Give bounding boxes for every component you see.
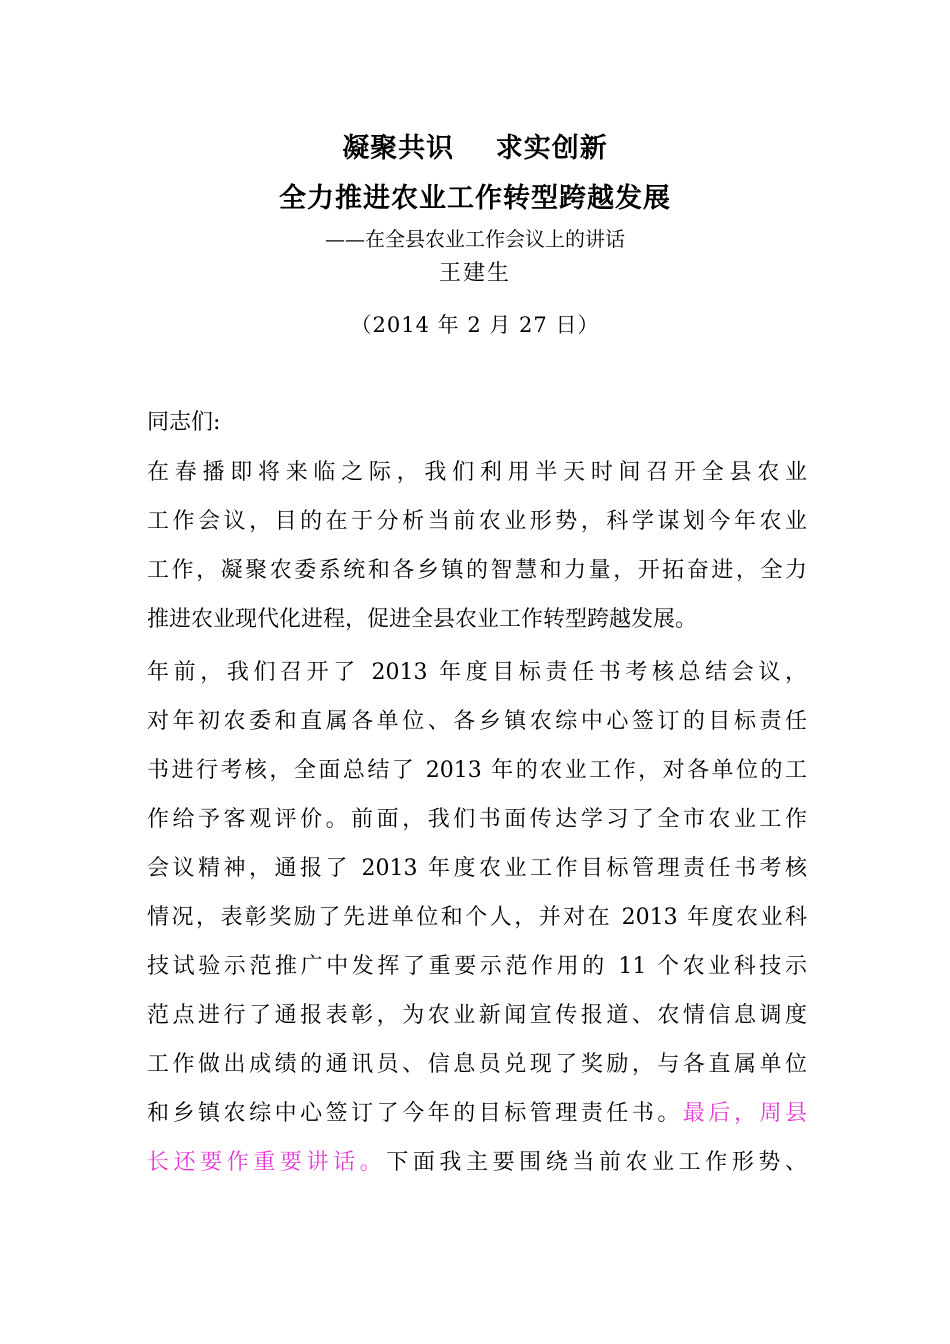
document-title-line2: 全力推进农业工作转型跨越发展 — [279, 183, 671, 214]
greeting: 同志们: — [147, 410, 221, 435]
document-author: 王建生 — [438, 261, 511, 286]
paragraph-text: 和乡镇农综中心签订了今年的目标管理责任书。 — [147, 1101, 683, 1126]
paragraph-line: 工作会议，目的在于分析当前农业形势，科学谋划今年农业 — [147, 509, 807, 534]
paragraph-line: 工作做出成绩的通讯员、信息员兑现了奖励，与各直属单位 — [147, 1052, 807, 1077]
highlighted-text: 最后，周县 — [682, 1101, 807, 1126]
document-title-line1: 凝聚共识 求实创新 — [342, 133, 608, 164]
document-date: （2014 年 2 月 27 日） — [350, 313, 600, 337]
paragraph-line: 在春播即将来临之际，我们利用半天时间召开全县农业 — [147, 460, 807, 485]
paragraph-line — [147, 1148, 807, 1197]
document-subtitle: ——在全县农业工作会议上的讲话 — [325, 227, 625, 251]
paragraph-line: 情况，表彰奖励了先进单位和个人，并对在 2013 年度农业科 — [147, 905, 807, 930]
paragraph-text: 下面我主要围绕当前农业工作形势、 — [386, 1150, 807, 1175]
paragraph-line: 书进行考核，全面总结了 2013 年的农业工作，对各单位的工 — [147, 758, 807, 783]
paragraph-line — [147, 1099, 807, 1148]
paragraph-line: 工作，凝聚农委系统和各乡镇的智慧和力量，开拓奋进，全力 — [147, 558, 807, 583]
highlighted-text: 长还要作重要讲话。 — [147, 1150, 387, 1175]
paragraph-line: 年前，我们召开了 2013 年度目标责任书考核总结会议， — [147, 660, 807, 685]
paragraph-line: 推进农业现代化进程，促进全县农业工作转型跨越发展。 — [147, 607, 698, 632]
paragraph-line: 对年初农委和直属各单位、各乡镇农综中心签订的目标责任 — [147, 709, 807, 734]
paragraph-line: 技试验示范推广中发挥了重要示范作用的 11 个农业科技示 — [147, 954, 807, 979]
paragraph-1 — [147, 458, 807, 654]
paragraph-line: 范点进行了通报表彰，为农业新闻宣传报道、农情信息调度 — [147, 1003, 807, 1028]
paragraph-2 — [147, 658, 807, 1197]
paragraph-line: 作给予客观评价。前面，我们书面传达学习了全市农业工作 — [147, 807, 807, 832]
paragraph-line: 会议精神，通报了 2013 年度农业工作目标管理责任书考核 — [147, 856, 807, 881]
